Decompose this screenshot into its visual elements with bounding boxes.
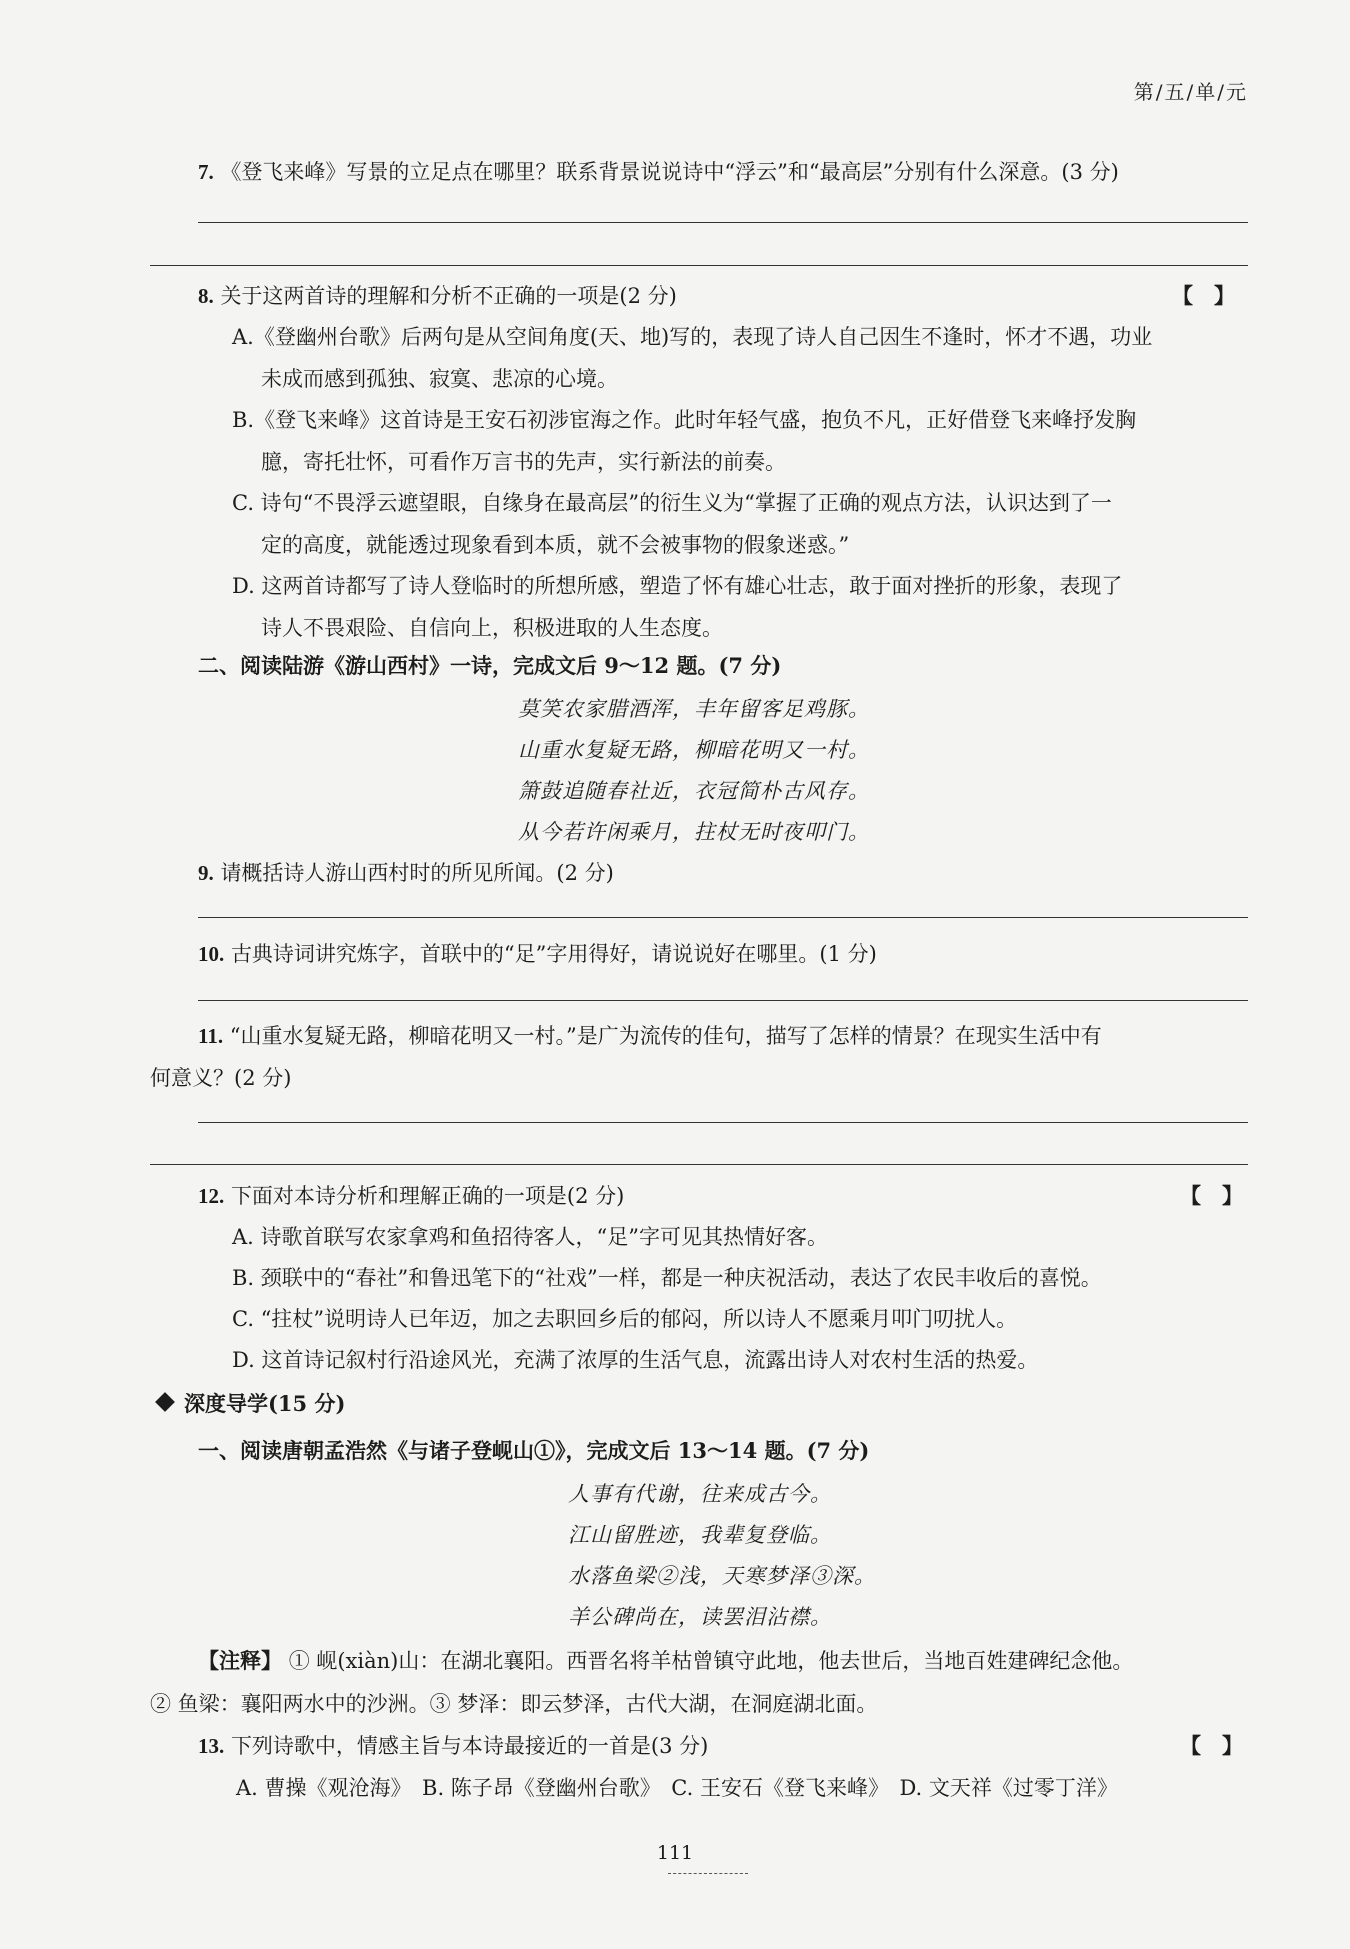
poem-line: 莫笑农家腊酒浑，丰年留客足鸡豚。 [518,697,870,721]
question-8 [198,280,677,310]
option-c: C. “拄杖”说明诗人已年迈，加之去职回乡后的郁闷，所以诗人不愿乘月叩门叨扰人。 [232,1307,1018,1331]
question-text: 下列诗歌中，情感主旨与本诗最接近的一首是(3 分) [230,1734,709,1758]
question-number: 11. [198,1024,224,1048]
deep-learning-title: 深度导学(15 分) [184,1391,346,1416]
question-text: 古典诗词讲究炼字，首联中的“足”字用得好，请说说好在哪里。(1 分) [230,942,877,966]
question-9 [198,857,614,887]
poem-line: 从今若许闲乘月，拄杖无时夜叩门。 [518,820,870,844]
section-1-title: 一、阅读唐朝孟浩然《与诸子登岘山①》，完成文后 13～14 题。(7 分) [198,1438,870,1463]
poem-line: 江山留胜迹，我辈复登临。 [568,1523,832,1547]
section-2-title: 二、阅读陆游《游山西村》一诗，完成文后 9～12 题。(7 分) [198,653,782,678]
option-c-line1: C. 诗句“不畏浮云遮望眼，自缘身在最高层”的衍生义为“掌握了正确的观点方法，认识达到了一 [232,491,1112,515]
question-text: “山重水复疑无路，柳暗花明又一村。”是广为流传的佳句，描写了怎样的情景？在现实生活中有 [229,1024,1102,1048]
question-text: 关于这两首诗的理解和分析不正确的一项是(2 分) [220,284,677,308]
option-b: B. 颈联中的“春社”和鲁迅笔下的“社戏”一样，都是一种庆祝活动，表达了农民丰收后的喜悦。 [232,1266,1102,1290]
annotation-label: 【注释】 [198,1648,282,1673]
question-11 [198,1020,1102,1050]
question-13 [198,1730,708,1760]
answer-line[interactable] [198,222,1248,223]
question-number: 7. [198,160,214,184]
page-number: 111 [656,1842,694,1864]
annotation-line1: ① 岘(xiàn)山：在湖北襄阳。西晋名将羊枯曾镇守此地，他去世后，当地百姓建碑纪念他。 [288,1649,1134,1673]
option-a-line1: A.《登幽州台歌》后两句是从空间角度(天、地)写的，表现了诗人自己因生不逢时，怀才不遇，功业 [232,325,1153,349]
question-10 [198,938,877,968]
answer-line[interactable] [198,1000,1248,1001]
question-13-options: A. 曹操《观沧海》 B. 陈子昂《登幽州台歌》 C. 王安石《登飞来峰》 D. 文天祥《过零丁洋》 [236,1776,1118,1800]
poem-line: 箫鼓追随春社近，衣冠简朴古风存。 [518,779,870,803]
answer-line[interactable] [150,1164,1248,1165]
answer-bracket[interactable]: 【 】 [1180,1733,1243,1758]
question-number: 12. [198,1184,225,1208]
page-number-underline [668,1873,748,1874]
poem-line: 水落鱼梁②浅，天寒梦泽③深。 [568,1564,876,1588]
annotation-line2: ② 鱼梁：襄阳两水中的沙洲。③ 梦泽：即云梦泽，古代大湖，在洞庭湖北面。 [150,1692,878,1716]
answer-line[interactable] [198,917,1248,918]
poem-line: 羊公碑尚在，读罢泪沾襟。 [568,1605,832,1629]
question-number: 10. [198,942,225,966]
question-11-cont: 何意义？(2 分) [150,1066,292,1090]
answer-bracket[interactable]: 【 】 [1172,283,1235,308]
diamond-icon [155,1392,175,1412]
option-d-line1: D. 这两首诗都写了诗人登临时的所想所感，塑造了怀有雄心壮志，敢于面对挫折的形象，表现了 [232,574,1123,598]
answer-line[interactable] [198,1122,1248,1123]
question-number: 13. [198,1734,225,1758]
option-a-line2: 未成而感到孤独、寂寞、悲凉的心境。 [261,367,618,391]
question-number: 9. [198,861,214,885]
unit-header: 第/五/单/元 [1133,80,1248,104]
question-number: 8. [198,284,214,308]
option-c-line2: 定的高度，就能透过现象看到本质，就不会被事物的假象迷惑。” [261,533,850,557]
option-d: D. 这首诗记叙村行沿途风光，充满了浓厚的生活气息，流露出诗人对农村生活的热爱。 [232,1348,1039,1372]
question-text: 《登飞来峰》写景的立足点在哪里？联系背景说说诗中“浮云”和“最高层”分别有什么深意。(3 分) [220,160,1119,184]
option-b-line1: B.《登飞来峰》这首诗是王安石初涉宦海之作。此时年轻气盛，抱负不凡，正好借登飞来峰抒发胸 [232,408,1137,432]
option-b-line2: 臆，寄托壮怀，可看作万言书的先声，实行新法的前奏。 [261,450,786,474]
answer-bracket[interactable]: 【 】 [1180,1183,1243,1208]
question-12 [198,1180,624,1210]
option-a: A. 诗歌首联写农家拿鸡和鱼招待客人，“足”字可见其热情好客。 [232,1225,828,1249]
poem-line: 人事有代谢，往来成古今。 [568,1482,832,1506]
answer-line[interactable] [150,265,1248,266]
question-text: 请概括诗人游山西村时的所见所闻。(2 分) [220,861,614,885]
question-7 [198,156,1119,186]
annotation [198,1645,1133,1675]
option-d-line2: 诗人不畏艰险、自信向上，积极进取的人生态度。 [261,616,723,640]
deep-learning-heading [158,1388,345,1418]
poem-line: 山重水复疑无路，柳暗花明又一村。 [518,738,870,762]
question-text: 下面对本诗分析和理解正确的一项是(2 分) [230,1184,625,1208]
